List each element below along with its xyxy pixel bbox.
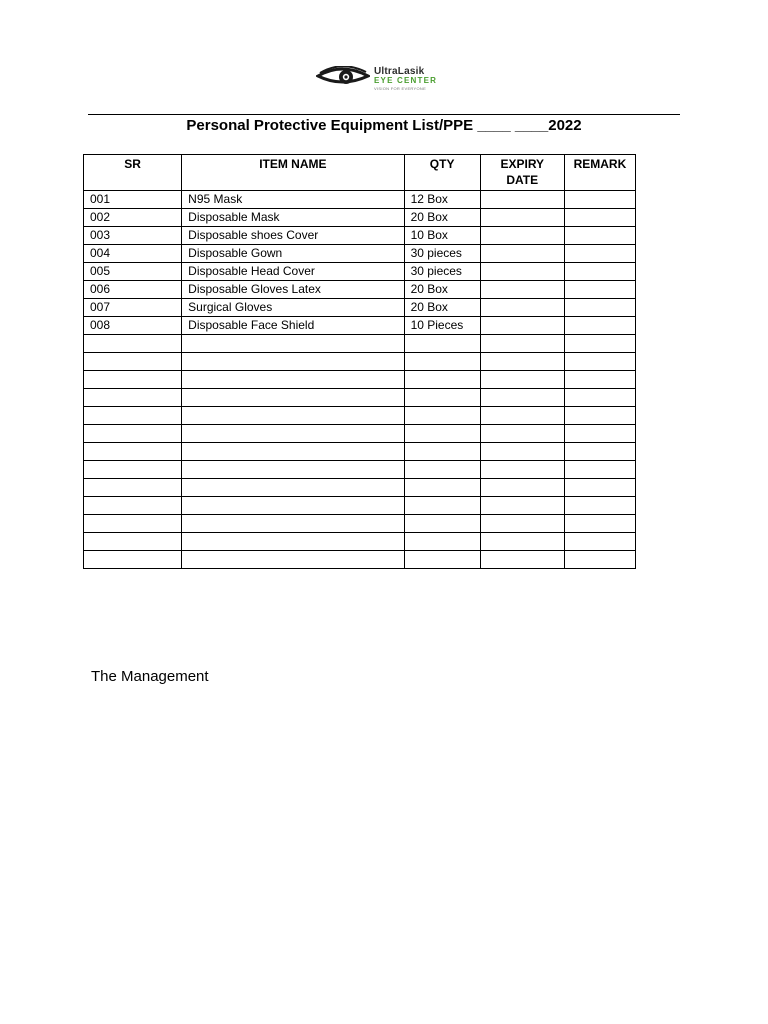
cell-sr: 006	[84, 281, 182, 299]
header-expiry-date: EXPIRY DATE	[480, 155, 564, 191]
cell-sr	[84, 407, 182, 425]
table-row	[84, 209, 636, 227]
cell-item-name	[182, 371, 404, 389]
cell-qty: 10 Box	[404, 227, 480, 245]
cell-item-name: N95 Mask	[182, 191, 404, 209]
cell-remark	[564, 515, 635, 533]
header-rule	[88, 114, 680, 115]
cell-item-name: Disposable shoes Cover	[182, 227, 404, 245]
cell-remark	[564, 443, 635, 461]
cell-expiry-date	[480, 425, 564, 443]
table-row	[84, 335, 636, 353]
table-row	[84, 425, 636, 443]
cell-expiry-date	[480, 191, 564, 209]
cell-expiry-date	[480, 371, 564, 389]
cell-remark	[564, 191, 635, 209]
table-row	[84, 281, 636, 299]
cell-qty	[404, 497, 480, 515]
cell-sr	[84, 389, 182, 407]
cell-qty	[404, 461, 480, 479]
cell-expiry-date	[480, 497, 564, 515]
cell-sr: 002	[84, 209, 182, 227]
cell-remark	[564, 533, 635, 551]
cell-sr: 004	[84, 245, 182, 263]
cell-expiry-date	[480, 335, 564, 353]
cell-expiry-date	[480, 209, 564, 227]
table-row	[84, 515, 636, 533]
cell-qty	[404, 425, 480, 443]
document-title: Personal Protective Equipment List/PPE ____ ____2022	[186, 117, 582, 134]
cell-qty: 30 pieces	[404, 263, 480, 281]
cell-sr	[84, 461, 182, 479]
cell-sr	[84, 425, 182, 443]
cell-expiry-date	[480, 389, 564, 407]
cell-remark	[564, 497, 635, 515]
cell-item-name	[182, 479, 404, 497]
table-row	[84, 371, 636, 389]
cell-qty	[404, 389, 480, 407]
cell-expiry-date	[480, 299, 564, 317]
table-row	[84, 461, 636, 479]
cell-item-name: Disposable Face Shield	[182, 317, 404, 335]
table-row	[84, 263, 636, 281]
cell-qty: 20 Box	[404, 281, 480, 299]
cell-remark	[564, 281, 635, 299]
cell-item-name: Disposable Gloves Latex	[182, 281, 404, 299]
cell-sr: 008	[84, 317, 182, 335]
cell-remark	[564, 299, 635, 317]
cell-remark	[564, 371, 635, 389]
cell-remark	[564, 209, 635, 227]
header-qty: QTY	[404, 155, 480, 191]
cell-item-name	[182, 533, 404, 551]
table-row	[84, 479, 636, 497]
header-remark: REMARK	[564, 155, 635, 191]
cell-item-name	[182, 461, 404, 479]
cell-qty	[404, 515, 480, 533]
cell-item-name: Disposable Gown	[182, 245, 404, 263]
cell-expiry-date	[480, 479, 564, 497]
table-body	[84, 191, 636, 569]
header-item-name: ITEM NAME	[182, 155, 404, 191]
cell-item-name	[182, 443, 404, 461]
cell-item-name	[182, 515, 404, 533]
table-row	[84, 407, 636, 425]
cell-qty: 12 Box	[404, 191, 480, 209]
cell-expiry-date	[480, 245, 564, 263]
table-row	[84, 497, 636, 515]
cell-expiry-date	[480, 263, 564, 281]
table-row	[84, 551, 636, 569]
table-row	[84, 317, 636, 335]
table-row	[84, 299, 636, 317]
cell-qty	[404, 353, 480, 371]
table-header-row	[84, 155, 636, 191]
cell-sr: 001	[84, 191, 182, 209]
cell-remark	[564, 263, 635, 281]
cell-item-name	[182, 551, 404, 569]
cell-remark	[564, 353, 635, 371]
table-row	[84, 245, 636, 263]
eye-icon	[316, 66, 370, 90]
cell-qty	[404, 479, 480, 497]
cell-expiry-date	[480, 533, 564, 551]
table-row	[84, 389, 636, 407]
cell-item-name: Disposable Mask	[182, 209, 404, 227]
table-row	[84, 353, 636, 371]
cell-item-name	[182, 335, 404, 353]
cell-remark	[564, 245, 635, 263]
cell-qty	[404, 335, 480, 353]
cell-expiry-date	[480, 353, 564, 371]
table-row	[84, 533, 636, 551]
cell-qty	[404, 551, 480, 569]
cell-item-name	[182, 425, 404, 443]
cell-sr	[84, 353, 182, 371]
cell-remark	[564, 551, 635, 569]
table-row	[84, 443, 636, 461]
company-logo	[316, 64, 458, 94]
logo-tagline: VISION FOR EVERYONE	[374, 86, 427, 91]
cell-expiry-date	[480, 281, 564, 299]
cell-qty: 30 pieces	[404, 245, 480, 263]
cell-sr	[84, 551, 182, 569]
cell-expiry-date	[480, 227, 564, 245]
cell-item-name	[182, 407, 404, 425]
cell-expiry-date	[480, 407, 564, 425]
cell-sr: 003	[84, 227, 182, 245]
cell-remark	[564, 335, 635, 353]
cell-remark	[564, 425, 635, 443]
cell-sr	[84, 443, 182, 461]
cell-qty: 20 Box	[404, 299, 480, 317]
cell-expiry-date	[480, 515, 564, 533]
cell-sr: 005	[84, 263, 182, 281]
header-sr: SR	[84, 155, 182, 191]
ppe-table	[83, 154, 636, 569]
cell-sr	[84, 533, 182, 551]
cell-qty: 10 Pieces	[404, 317, 480, 335]
cell-item-name	[182, 389, 404, 407]
signature-text: The Management	[91, 668, 209, 685]
logo-brand-subtitle: EYE CENTER	[374, 76, 438, 85]
cell-sr: 007	[84, 299, 182, 317]
cell-qty: 20 Box	[404, 209, 480, 227]
cell-expiry-date	[480, 443, 564, 461]
cell-sr	[84, 497, 182, 515]
cell-expiry-date	[480, 317, 564, 335]
cell-sr	[84, 515, 182, 533]
cell-remark	[564, 227, 635, 245]
cell-item-name	[182, 353, 404, 371]
cell-qty	[404, 443, 480, 461]
cell-sr	[84, 371, 182, 389]
cell-expiry-date	[480, 551, 564, 569]
table-row	[84, 191, 636, 209]
cell-sr	[84, 479, 182, 497]
cell-remark	[564, 407, 635, 425]
cell-remark	[564, 479, 635, 497]
cell-item-name: Surgical Gloves	[182, 299, 404, 317]
logo-brand-name: UltraLasik	[374, 66, 425, 77]
cell-remark	[564, 317, 635, 335]
cell-expiry-date	[480, 461, 564, 479]
table-row	[84, 227, 636, 245]
cell-remark	[564, 461, 635, 479]
cell-remark	[564, 389, 635, 407]
cell-item-name: Disposable Head Cover	[182, 263, 404, 281]
cell-qty	[404, 533, 480, 551]
cell-qty	[404, 407, 480, 425]
cell-item-name	[182, 497, 404, 515]
cell-qty	[404, 371, 480, 389]
cell-sr	[84, 335, 182, 353]
